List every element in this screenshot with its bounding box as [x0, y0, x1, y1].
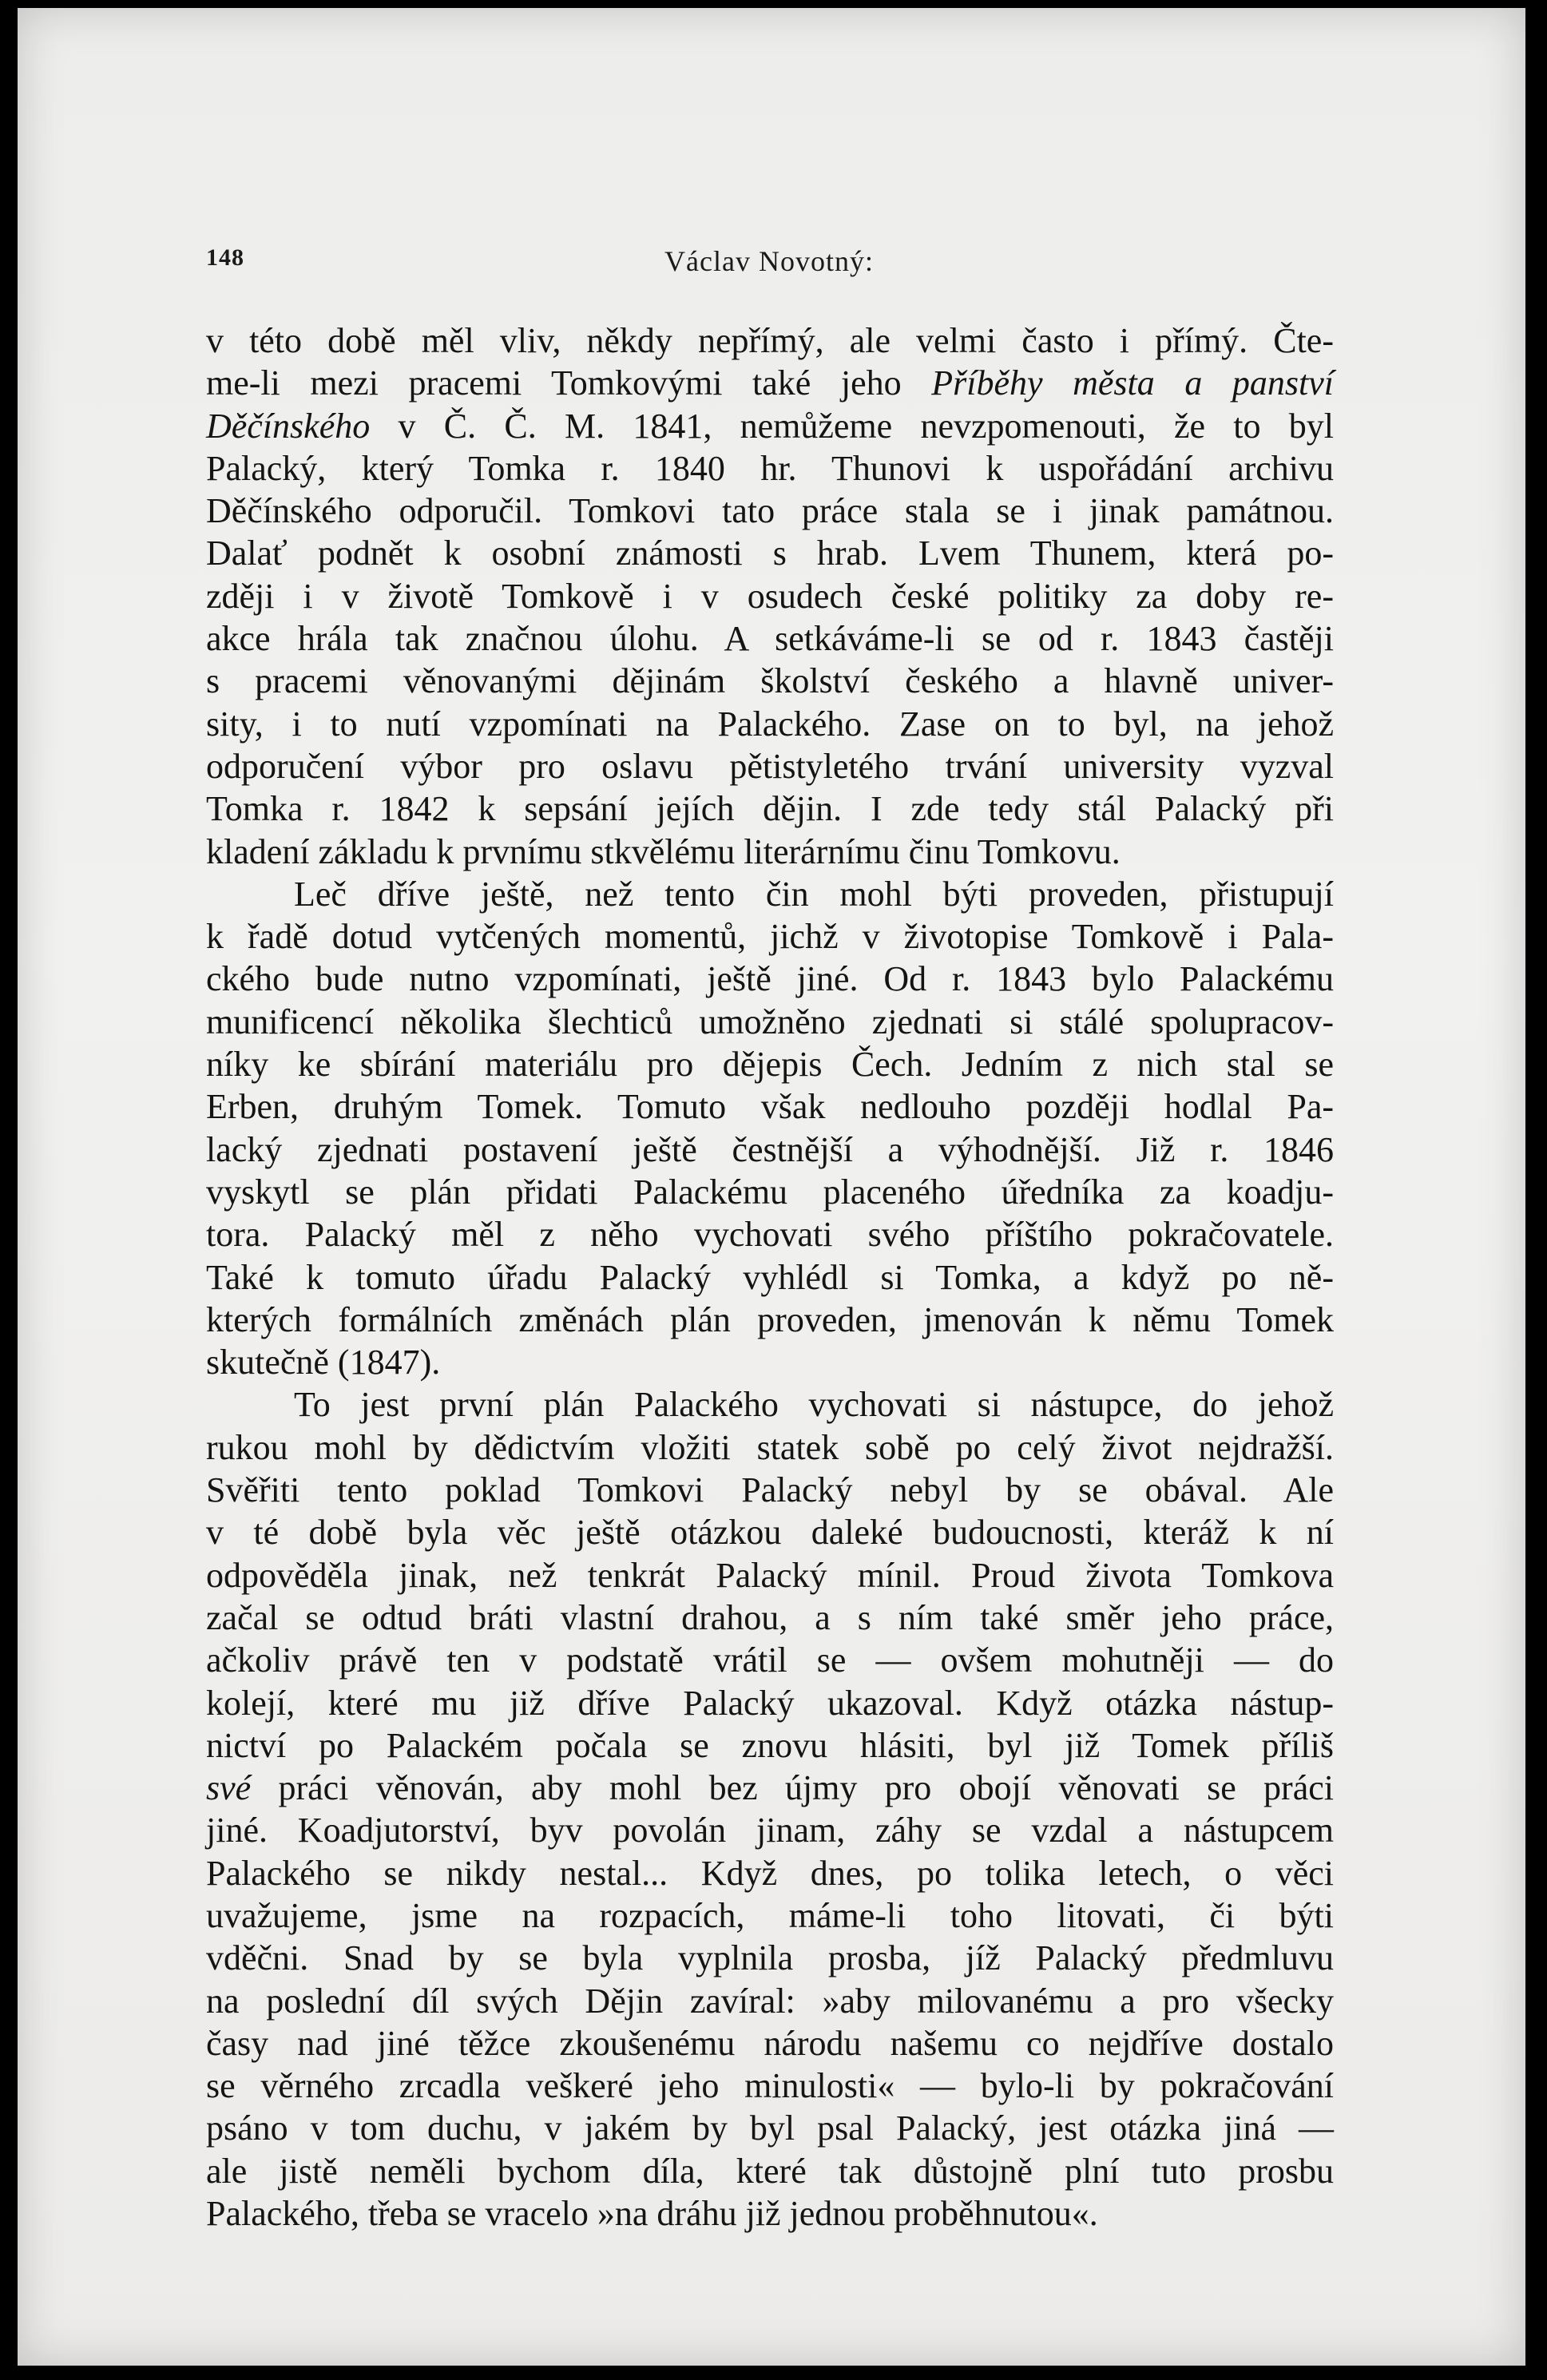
text-line [206, 831, 1334, 873]
text-line [206, 1724, 1334, 1767]
text-line [206, 447, 1334, 490]
text-line [206, 1256, 1334, 1299]
text-line [206, 2022, 1334, 2065]
text-segment: psáno v tom duchu, v jakém by byl psal Palacký, jest otázka jiná — [206, 2108, 1334, 2148]
text-segment: kladení základu k prvnímu stkvělému literárnímu činu Tomkovu. [206, 831, 1121, 871]
text-line [206, 1767, 1334, 1809]
text-line [206, 1299, 1334, 1341]
text-line [206, 1511, 1334, 1553]
text-segment: vděčni. Snad by se byla vyplnila prosba, jíž Palacký předmluvu [206, 1938, 1334, 1978]
text-segment: ale jistě neměli bychom díla, které tak důstojně plní tuto prosbu [206, 2151, 1334, 2191]
text-segment: odporučení výbor pro oslavu pětistyletého trvání university vyzval [206, 746, 1334, 786]
text-line [206, 1129, 1334, 1171]
text-segment: kolejí, které mu již dříve Palacký ukazoval. Když otázka nástup- [206, 1683, 1334, 1723]
text-line [206, 1894, 1334, 1937]
text-segment: Palackého, třeba se vracelo »na dráhu již jednou proběhnutou«. [206, 2194, 1098, 2234]
text-segment: vyskytl se plán přidati Palackému placeného úředníka za koadju- [206, 1172, 1334, 1212]
text-line [206, 703, 1334, 745]
text-line [206, 1809, 1334, 1851]
text-segment: v té době byla věc ještě otázkou daleké budoucnosti, kteráž k ní [206, 1513, 1334, 1553]
text-line [206, 1426, 1334, 1469]
text-segment: me-li mezi pracemi Tomkovými také jeho [206, 363, 932, 403]
text-line [206, 405, 1334, 447]
text-segment: tora. Palacký měl z něho vychovati svého příštího pokračovatele. [206, 1215, 1334, 1255]
text-segment: začal se odtud bráti vlastní drahou, a s ním také směr jeho práce, [206, 1597, 1334, 1637]
text-line [206, 1469, 1334, 1511]
paragraph [206, 1383, 1334, 2235]
text-line [206, 1383, 1334, 1426]
text-segment: To jest první plán Palackého vychovati si nástupce, do jehož [294, 1385, 1334, 1425]
text-segment: jiné. Koadjutorství, byv povolán jinam, záhy se vzdal a nástupcem [206, 1811, 1334, 1850]
text-segment: skutečně (1847). [206, 1343, 441, 1382]
text-line [206, 1043, 1334, 1085]
text-segment: v Č. Č. M. 1841, nemůžeme nevzpomenouti, že to byl [370, 406, 1334, 446]
text-segment: se věrného zrcadla veškeré jeho minulosti« — bylo-li by pokračování [206, 2066, 1334, 2106]
text-line [206, 2192, 1334, 2235]
text-line [206, 1597, 1334, 1639]
text-line [206, 660, 1334, 702]
text-line [206, 490, 1334, 532]
text-segment: nictví po Palackém počala se znovu hlásiti, byl již Tomek příliš [206, 1725, 1334, 1765]
text-segment: Palackého se nikdy nestal... Když dnes, po tolika letech, o věci [206, 1853, 1334, 1893]
page-header [206, 244, 1332, 284]
text-line [206, 575, 1334, 617]
text-segment: s pracemi věnovanými dějinám školství českého a hlavně univer- [206, 661, 1334, 701]
text-segment: Svěřiti tento poklad Tomkovi Palacký nebyl by se obával. Ale [206, 1470, 1334, 1510]
body-text [206, 319, 1334, 2235]
text-segment: ckého bude nutno vzpomínati, ještě jiné. Od r. 1843 bylo Palackému [206, 959, 1334, 999]
text-line [206, 873, 1334, 915]
text-segment: lacký zjednati postavení ještě čestnější a výhodnější. Již r. 1846 [206, 1129, 1334, 1169]
text-line [206, 532, 1334, 574]
text-segment: zději i v životě Tomkově i v osudech české politiky za doby re- [206, 576, 1334, 616]
text-line [206, 617, 1334, 660]
text-line [206, 362, 1334, 404]
text-line [206, 2107, 1334, 2149]
running-head-author: Václav Novotný: [664, 245, 874, 277]
text-segment: na poslední díl svých Dějin zavíral: »aby milovanému a pro všecky [206, 1981, 1334, 2021]
text-segment: práci věnován, aby mohl bez újmy pro obojí věnovati se práci [251, 1768, 1334, 1808]
text-line [206, 1554, 1334, 1597]
text-line [206, 1085, 1334, 1128]
text-line [206, 1341, 1334, 1383]
text-segment: sity, i to nutí vzpomínati na Palackého. Zase on to byl, na jehož [206, 704, 1334, 744]
text-line [206, 1937, 1334, 1979]
text-segment: časy nad jiné těžce zkoušenému národu našemu co nejdříve dostalo [206, 2023, 1334, 2063]
text-segment: níky ke sbírání materiálu pro dějepis Čech. Jedním z nich stal se [206, 1045, 1334, 1085]
text-segment: Leč dříve ještě, než tento čin mohl býti proveden, přistupují [294, 874, 1334, 914]
text-line [206, 958, 1334, 1000]
text-line [206, 319, 1334, 362]
paragraph [206, 319, 1334, 873]
text-segment: uvažujeme, jsme na rozpacích, máme-li toho litovati, či býti [206, 1895, 1334, 1935]
text-segment: rukou mohl by dědictvím vložiti statek sobě po celý život nejdražší. [206, 1427, 1334, 1467]
text-segment: v této době měl vliv, někdy nepřímý, ale velmi často i přímý. Čte- [206, 321, 1334, 360]
text-line [206, 1213, 1334, 1255]
text-segment: Erben, druhým Tomek. Tomuto však nedlouho později hodlal Pa- [206, 1087, 1334, 1127]
text-line [206, 1639, 1334, 1681]
text-line [206, 2065, 1334, 2107]
text-segment: munificencí několika šlechticů umožněno zjednati si stálé spolupracov- [206, 1002, 1334, 1041]
text-line [206, 1682, 1334, 1724]
text-segment: Palacký, který Tomka r. 1840 hr. Thunovi k uspořádání archivu [206, 448, 1334, 488]
text-line [206, 1852, 1334, 1894]
text-line [206, 745, 1334, 787]
text-segment: Tomka r. 1842 k sepsání jejích dějin. I zde tedy stál Palacký při [206, 789, 1334, 829]
italic-title: své [206, 1768, 252, 1808]
italic-title: Příběhy města a panství [931, 363, 1334, 403]
italic-title: Děčínského [206, 406, 371, 446]
text-segment: odpověděla jinak, než tenkrát Palacký mínil. Proud života Tomkova [206, 1555, 1334, 1595]
text-segment: Dalať podnět k osobní známosti s hrab. Lvem Thunem, která po- [206, 534, 1334, 573]
text-segment: kterých formálních změnách plán proveden, jmenován k němu Tomek [206, 1299, 1334, 1339]
text-line [206, 1171, 1334, 1213]
text-segment: Také k tomuto úřadu Palacký vyhlédl si Tomka, a když po ně- [206, 1257, 1334, 1297]
paragraph [206, 873, 1334, 1384]
text-line [206, 787, 1334, 830]
text-line [206, 2150, 1334, 2192]
text-segment: akce hrála tak značnou úlohu. A setkáváme-li se od r. 1843 častěji [206, 619, 1334, 659]
text-segment: k řadě dotud vytčených momentů, jichž v životopise Tomkově i Pala- [206, 917, 1334, 957]
text-line [206, 1980, 1334, 2022]
text-segment: ačkoliv právě ten v podstatě vrátil se — ovšem mohutněji — do [206, 1640, 1334, 1680]
page-number: 148 [206, 244, 244, 271]
text-line [206, 1001, 1334, 1043]
text-segment: Děčínského odporučil. Tomkovi tato práce stala se i jinak památnou. [206, 491, 1334, 531]
text-line [206, 915, 1334, 958]
